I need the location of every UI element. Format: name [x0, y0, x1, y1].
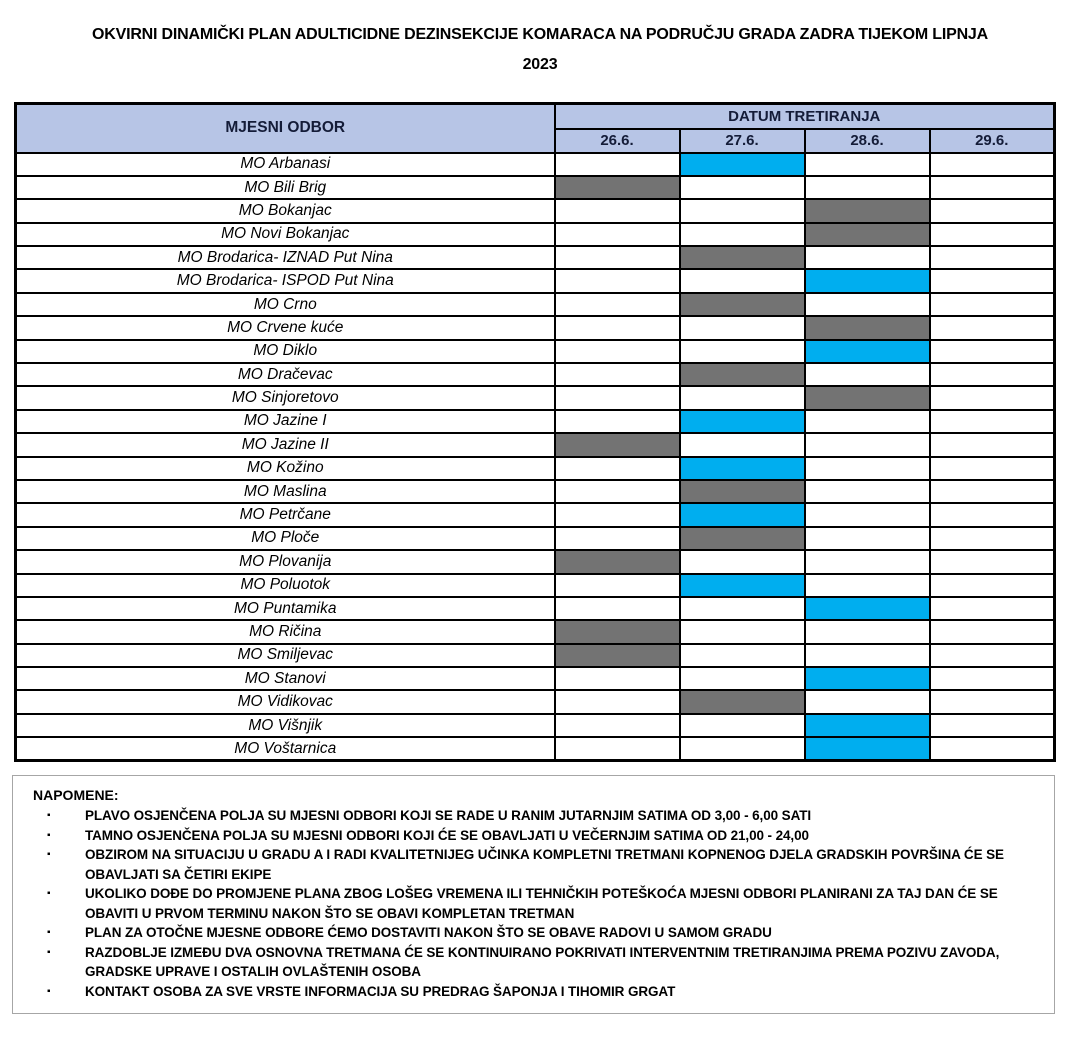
- district-label: MO Novi Bokanjac: [16, 223, 555, 246]
- empty-cell: [555, 597, 680, 620]
- empty-cell: [930, 293, 1055, 316]
- empty-cell: [930, 153, 1055, 176]
- title-line-2: 2023: [522, 56, 558, 73]
- square-bullet-icon: ▪: [47, 985, 51, 997]
- gray-treatment-cell: [555, 644, 680, 667]
- empty-cell: [805, 480, 930, 503]
- empty-cell: [805, 153, 930, 176]
- table-row: [16, 340, 1055, 363]
- district-label: MO Dračevac: [16, 363, 555, 386]
- district-label: MO Sinjoretovo: [16, 386, 555, 409]
- blue-treatment-cell: [680, 153, 805, 176]
- table-row: [16, 714, 1055, 737]
- note-text: KONTAKT OSOBA ZA SVE VRSTE INFORMACIJA SU PREDRAG ŠAPONJA I TIHOMIR GRGAT: [85, 983, 676, 999]
- document-title: [36, 20, 1044, 80]
- column-header-district: MJESNI ODBOR: [16, 104, 555, 153]
- empty-cell: [805, 574, 930, 597]
- square-bullet-icon: ▪: [47, 849, 51, 861]
- notes-title: NAPOMENE:: [33, 787, 119, 804]
- district-label: MO Bili Brig: [16, 176, 555, 199]
- column-header-date-2: 27.6.: [680, 129, 805, 153]
- table-row: [16, 527, 1055, 550]
- gray-treatment-cell: [680, 527, 805, 550]
- empty-cell: [555, 293, 680, 316]
- empty-cell: [555, 246, 680, 269]
- empty-cell: [805, 363, 930, 386]
- square-bullet-icon: ▪: [47, 888, 51, 900]
- gray-treatment-cell: [555, 433, 680, 456]
- gray-treatment-cell: [805, 199, 930, 222]
- column-header-date-1: 26.6.: [555, 129, 680, 153]
- gray-treatment-cell: [555, 176, 680, 199]
- district-label: MO Ričina: [16, 620, 555, 643]
- gray-treatment-cell: [805, 223, 930, 246]
- gray-treatment-cell: [555, 550, 680, 573]
- empty-cell: [680, 176, 805, 199]
- table-row: [16, 550, 1055, 573]
- table-row: [16, 410, 1055, 433]
- district-label: MO Smiljevac: [16, 644, 555, 667]
- empty-cell: [680, 714, 805, 737]
- note-item: [33, 943, 1040, 982]
- table-row: [16, 574, 1055, 597]
- table-row: [16, 223, 1055, 246]
- empty-cell: [680, 199, 805, 222]
- note-text: UKOLIKO DOĐE DO PROMJENE PLANA ZBOG LOŠEG VREMENA ILI TEHNIČKIH POTEŠKOĆA MJESNI ODBORI PLANIRANI ZA TAJ DAN ĆE SE OBAVITI U PRVOM TERMINU NAKON ŠTO SE OBAVI KOMPLETAN TRETMAN: [85, 886, 998, 921]
- column-group-header-dates: DATUM TRETIRANJA: [555, 104, 1055, 129]
- empty-cell: [680, 386, 805, 409]
- blue-treatment-cell: [680, 410, 805, 433]
- table-row: [16, 667, 1055, 690]
- empty-cell: [680, 667, 805, 690]
- empty-cell: [930, 550, 1055, 573]
- blue-treatment-cell: [680, 574, 805, 597]
- note-text: PLAN ZA OTOČNE MJESNE ODBORE ĆEMO DOSTAVITI NAKON ŠTO SE OBAVE RADOVI U SAMOM GRADU: [85, 925, 772, 941]
- empty-cell: [555, 153, 680, 176]
- empty-cell: [555, 574, 680, 597]
- table-row: [16, 199, 1055, 222]
- note-text: RAZDOBLJE IZMEĐU DVA OSNOVNA TRETMANA ĆE SE KONTINUIRANO POKRIVATI INTERVENTNIM TRETIRANJIMA PREMA POZIVU ZAVODA, GRADSKE UPRAVE I OSTALIH OVLAŠTENIH OSOBA: [85, 944, 1000, 980]
- blue-treatment-cell: [805, 597, 930, 620]
- district-label: MO Petrčane: [16, 503, 555, 526]
- gray-treatment-cell: [680, 480, 805, 503]
- empty-cell: [930, 223, 1055, 246]
- empty-cell: [555, 199, 680, 222]
- table-row: [16, 433, 1055, 456]
- empty-cell: [805, 457, 930, 480]
- empty-cell: [680, 644, 805, 667]
- empty-cell: [555, 714, 680, 737]
- empty-cell: [555, 316, 680, 339]
- empty-cell: [680, 223, 805, 246]
- gray-treatment-cell: [680, 246, 805, 269]
- gray-treatment-cell: [805, 316, 930, 339]
- square-bullet-icon: ▪: [47, 927, 51, 939]
- table-row: [16, 597, 1055, 620]
- gray-treatment-cell: [680, 293, 805, 316]
- note-text: OBZIROM NA SITUACIJU U GRADU A I RADI KVALITETNIJEG UČINKA KOMPLETNI TRETMANI KOPNENOG DJELA GRADSKIH POVRŠINA ĆE SE OBAVLJATI SA ČETIRI EKIPE: [85, 847, 1004, 882]
- empty-cell: [930, 527, 1055, 550]
- blue-treatment-cell: [680, 457, 805, 480]
- empty-cell: [555, 386, 680, 409]
- note-item: [33, 806, 1040, 826]
- empty-cell: [805, 620, 930, 643]
- empty-cell: [930, 433, 1055, 456]
- treatment-schedule-table: [14, 102, 1056, 762]
- empty-cell: [555, 480, 680, 503]
- column-header-date-3: 28.6.: [805, 129, 930, 153]
- empty-cell: [930, 480, 1055, 503]
- empty-cell: [930, 457, 1055, 480]
- empty-cell: [555, 410, 680, 433]
- table-row: [16, 503, 1055, 526]
- gray-treatment-cell: [680, 363, 805, 386]
- empty-cell: [930, 410, 1055, 433]
- table-row: [16, 269, 1055, 292]
- empty-cell: [555, 223, 680, 246]
- empty-cell: [555, 690, 680, 713]
- note-item: [33, 826, 1040, 846]
- blue-treatment-cell: [680, 503, 805, 526]
- empty-cell: [555, 363, 680, 386]
- empty-cell: [805, 176, 930, 199]
- table-row: [16, 363, 1055, 386]
- district-label: MO Arbanasi: [16, 153, 555, 176]
- empty-cell: [680, 269, 805, 292]
- empty-cell: [805, 410, 930, 433]
- district-label: MO Višnjik: [16, 714, 555, 737]
- empty-cell: [930, 667, 1055, 690]
- title-line-1: OKVIRNI DINAMIČKI PLAN ADULTICIDNE DEZINSEKCIJE KOMARACA NA PODRUČJU GRADA ZADRA TIJEKOM LIPNJA: [92, 26, 988, 43]
- column-header-date-4: 29.6.: [930, 129, 1055, 153]
- empty-cell: [555, 503, 680, 526]
- blue-treatment-cell: [805, 269, 930, 292]
- note-text: PLAVO OSJENČENA POLJA SU MJESNI ODBORI KOJI SE RADE U RANIM JUTARNJIM SATIMA OD 3,00 - 6,00 SATI: [85, 808, 812, 824]
- table-body: [16, 153, 1055, 761]
- note-item: [33, 884, 1040, 923]
- empty-cell: [805, 246, 930, 269]
- district-label: MO Kožino: [16, 457, 555, 480]
- district-label: MO Crno: [16, 293, 555, 316]
- district-label: MO Plovanija: [16, 550, 555, 573]
- blue-treatment-cell: [805, 340, 930, 363]
- empty-cell: [930, 269, 1055, 292]
- table-row: [16, 316, 1055, 339]
- district-label: MO Bokanjac: [16, 199, 555, 222]
- empty-cell: [805, 503, 930, 526]
- blue-treatment-cell: [805, 737, 930, 760]
- empty-cell: [555, 457, 680, 480]
- empty-cell: [805, 550, 930, 573]
- empty-cell: [805, 293, 930, 316]
- empty-cell: [930, 340, 1055, 363]
- empty-cell: [930, 597, 1055, 620]
- empty-cell: [680, 597, 805, 620]
- note-text: TAMNO OSJENČENA POLJA SU MJESNI ODBORI KOJI ĆE SE OBAVLJATI U VEČERNJIM SATIMA OD 21,00 - 24,00: [85, 827, 809, 843]
- notes-list: [33, 806, 1040, 1001]
- empty-cell: [680, 737, 805, 760]
- notes-box: [12, 775, 1055, 1014]
- district-label: MO Jazine I: [16, 410, 555, 433]
- district-label: MO Diklo: [16, 340, 555, 363]
- table-row: [16, 246, 1055, 269]
- district-label: MO Poluotok: [16, 574, 555, 597]
- blue-treatment-cell: [805, 714, 930, 737]
- empty-cell: [555, 269, 680, 292]
- empty-cell: [930, 386, 1055, 409]
- empty-cell: [555, 667, 680, 690]
- empty-cell: [930, 316, 1055, 339]
- district-label: MO Voštarnica: [16, 737, 555, 760]
- empty-cell: [680, 550, 805, 573]
- empty-cell: [805, 690, 930, 713]
- square-bullet-icon: ▪: [47, 946, 51, 958]
- table-row: [16, 386, 1055, 409]
- district-label: MO Brodarica- ISPOD Put Nina: [16, 269, 555, 292]
- table-row: [16, 293, 1055, 316]
- district-label: MO Vidikovac: [16, 690, 555, 713]
- table-row: [16, 737, 1055, 760]
- note-item: [33, 845, 1040, 884]
- table-row: [16, 644, 1055, 667]
- empty-cell: [930, 503, 1055, 526]
- gray-treatment-cell: [555, 620, 680, 643]
- table-row: [16, 690, 1055, 713]
- empty-cell: [805, 433, 930, 456]
- table-row: [16, 153, 1055, 176]
- empty-cell: [680, 316, 805, 339]
- empty-cell: [930, 176, 1055, 199]
- empty-cell: [680, 340, 805, 363]
- empty-cell: [930, 574, 1055, 597]
- table-row: [16, 620, 1055, 643]
- table-row: [16, 480, 1055, 503]
- district-label: MO Ploče: [16, 527, 555, 550]
- empty-cell: [930, 714, 1055, 737]
- district-label: MO Crvene kuće: [16, 316, 555, 339]
- empty-cell: [680, 433, 805, 456]
- district-label: MO Maslina: [16, 480, 555, 503]
- empty-cell: [805, 527, 930, 550]
- empty-cell: [930, 363, 1055, 386]
- gray-treatment-cell: [680, 690, 805, 713]
- empty-cell: [930, 737, 1055, 760]
- gray-treatment-cell: [805, 386, 930, 409]
- empty-cell: [555, 340, 680, 363]
- district-label: MO Jazine II: [16, 433, 555, 456]
- table-header: [16, 104, 1055, 153]
- note-item: [33, 923, 1040, 943]
- district-label: MO Brodarica- IZNAD Put Nina: [16, 246, 555, 269]
- blue-treatment-cell: [805, 667, 930, 690]
- empty-cell: [680, 620, 805, 643]
- district-label: MO Stanovi: [16, 667, 555, 690]
- empty-cell: [555, 527, 680, 550]
- table-row: [16, 457, 1055, 480]
- empty-cell: [555, 737, 680, 760]
- empty-cell: [930, 644, 1055, 667]
- empty-cell: [930, 690, 1055, 713]
- square-bullet-icon: ▪: [47, 810, 51, 822]
- empty-cell: [930, 246, 1055, 269]
- empty-cell: [930, 620, 1055, 643]
- empty-cell: [930, 199, 1055, 222]
- empty-cell: [805, 644, 930, 667]
- table-row: [16, 176, 1055, 199]
- square-bullet-icon: ▪: [47, 829, 51, 841]
- note-item: [33, 982, 1040, 1002]
- district-label: MO Puntamika: [16, 597, 555, 620]
